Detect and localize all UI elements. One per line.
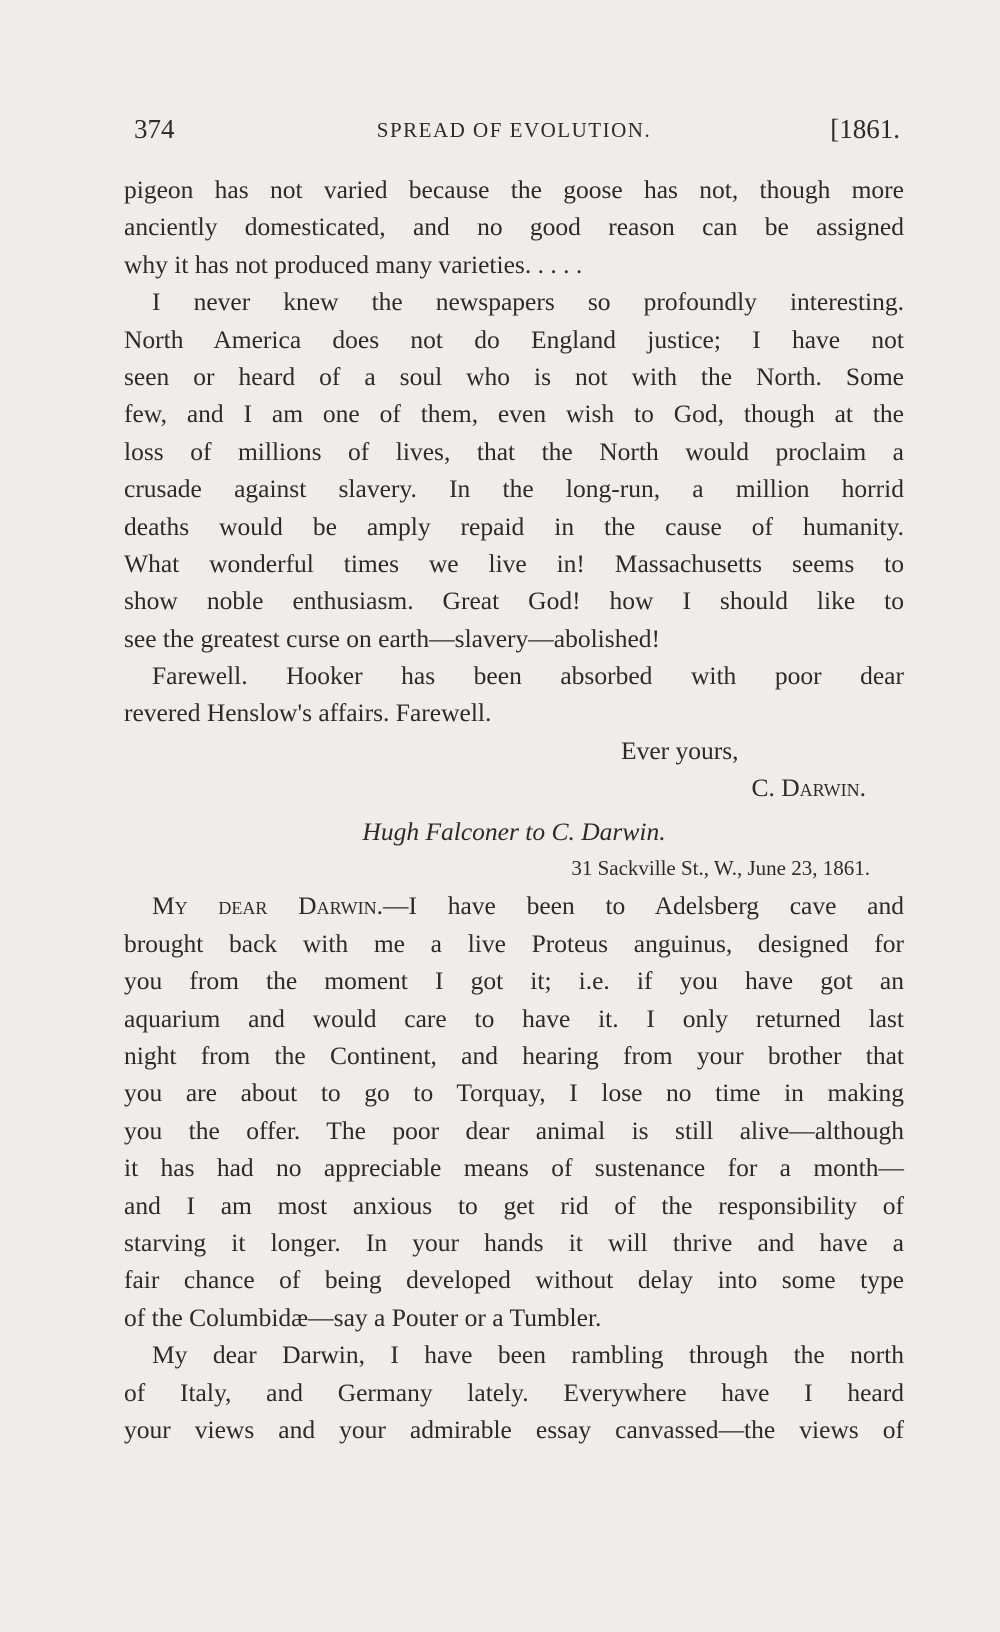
text-line: your views and your admirable essay canvassed—the views of [124, 1414, 904, 1444]
text-line: show noble enthusiasm. Great God! how I should like to [124, 586, 904, 616]
text-line: aquarium and would care to have it. I only returned last [124, 1003, 904, 1033]
running-header [134, 112, 900, 152]
text-line: loss of millions of lives, that the North would proclaim a [124, 436, 904, 466]
text-line: why it has not produced many varieties. . . . . [124, 249, 583, 279]
letter-signature: C. Darwin. [751, 773, 866, 803]
text-line [124, 887, 904, 924]
page-number: 374 [134, 114, 175, 144]
text-line: revered Henslow's affairs. Farewell. [124, 698, 492, 728]
text-line: deaths would be amply repaid in the cause of humanity. [124, 511, 904, 541]
text-line: of the Columbidæ—say a Pouter or a Tumbler. [124, 1302, 602, 1332]
header-year: [1861. [830, 114, 900, 144]
text-line: it has had no appreciable means of sustenance for a month— [124, 1153, 904, 1183]
text-line: starving it longer. In your hands it will thrive and have a [124, 1227, 904, 1257]
salutation: My dear Darwin. [152, 891, 383, 921]
text-line-rest: —I have been to Adelsberg cave and [382, 891, 904, 921]
text-line: North America does not do England justice; I have not [124, 324, 904, 354]
text-line: you the offer. The poor dear animal is still alive—although [124, 1115, 904, 1145]
page-body [124, 171, 904, 1448]
text-line: you are about to go to Torquay, I lose no time in making [124, 1078, 904, 1108]
letter-address: 31 Sackville St., W., June 23, 1861. [571, 856, 870, 881]
text-line: I never knew the newspapers so profoundly interesting. [152, 287, 904, 317]
text-line: night from the Continent, and hearing from your brother that [124, 1040, 904, 1070]
text-line: few, and I am one of them, even wish to God, though at the [124, 399, 904, 429]
text-line: Farewell. Hooker has been absorbed with poor dear [152, 661, 904, 691]
text-line: fair chance of being developed without delay into some type [124, 1265, 904, 1295]
text-line: crusade against slavery. In the long-run, a million horrid [124, 474, 904, 504]
text-line: of Italy, and Germany lately. Everywhere have I heard [124, 1377, 904, 1407]
letter-closing: Ever yours, [621, 735, 739, 765]
text-line: and I am most anxious to get rid of the responsibility of [124, 1190, 904, 1220]
text-line: you from the moment I got it; i.e. if you have got an [124, 966, 904, 996]
text-line: What wonderful times we live in! Massachusetts seems to [124, 548, 904, 578]
text-line: anciently domesticated, and no good reason can be assigned [124, 212, 904, 242]
text-line: pigeon has not varied because the goose has not, though more [124, 175, 904, 204]
text-line: see the greatest curse on earth—slavery—abolished! [124, 623, 660, 653]
text-line: brought back with me a live Proteus anguinus, designed for [124, 928, 904, 958]
running-title: SPREAD OF EVOLUTION. [376, 118, 652, 142]
text-line: seen or heard of a soul who is not with the North. Some [124, 361, 904, 391]
letter-heading: Hugh Falconer to C. Darwin. [362, 816, 666, 846]
text-line: My dear Darwin, I have been rambling through the north [152, 1340, 904, 1370]
